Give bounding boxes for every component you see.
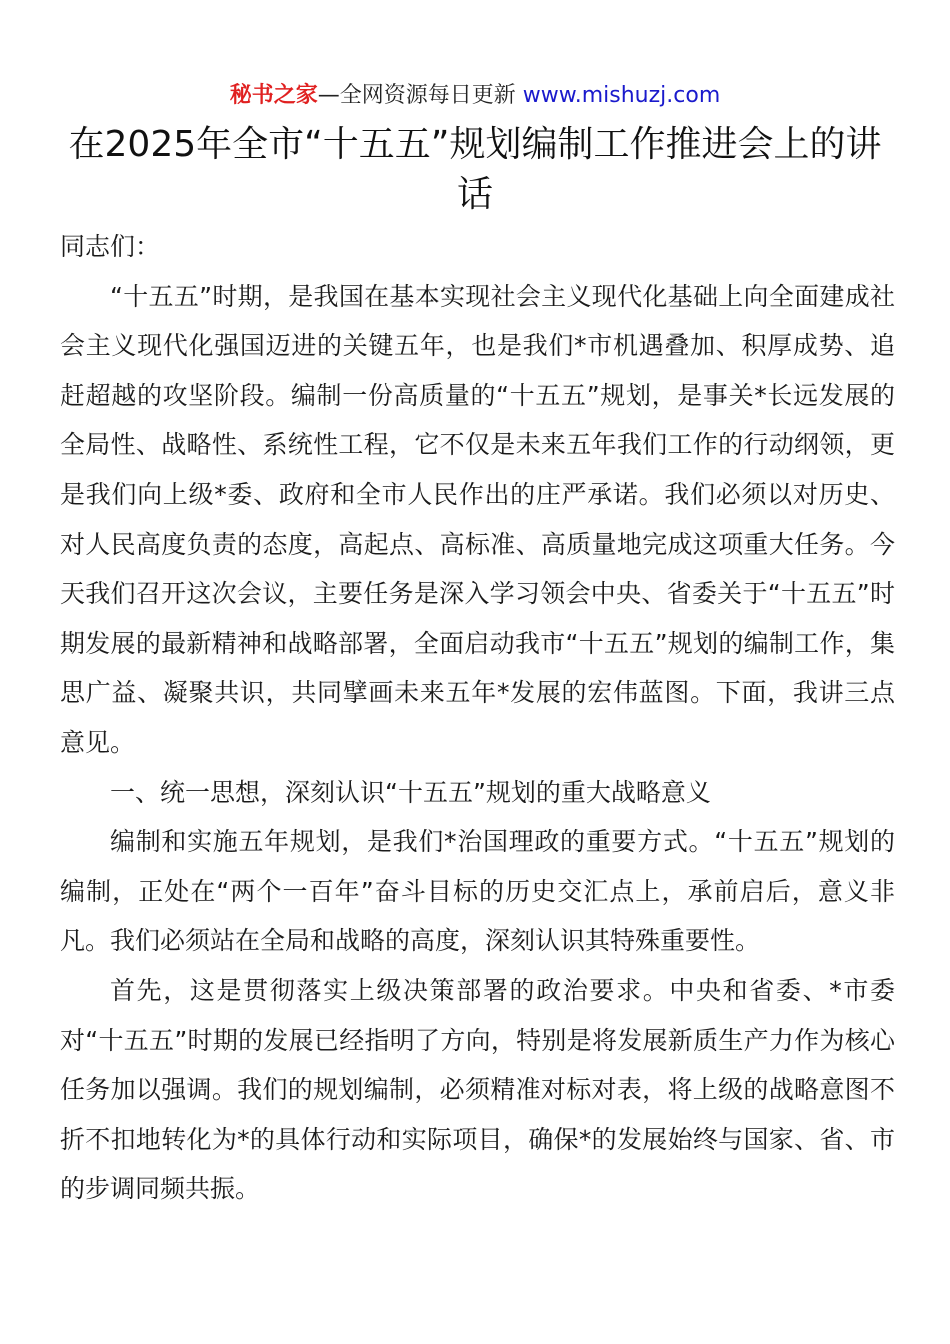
body-paragraph: “十五五”时期，是我国在基本实现社会主义现代化基础上向全面建成社会主义现代化强国迈进的关键五年，也是我们*市机遇叠加、积厚成势、追赶超越的攻坚阶段。编制一份高质量的“十五五”规划，是事关*长远发展的全局性、战略性、系统性工程，它不仅是未来五年我们工作的行动纲领，更是我们向上级*委、政府和全市人民作出的庄严承诺。我们必须以对历史、对人民高度负责的态度，高起点、高标准、高质量地完成这项重大任务。今天我们召开这次会议，主要任务是深入学习领会中央、省委关于“十五五”时期发展的最新精神和战略部署，全面启动我市“十五五”规划的编制工作，集思广益、凝聚共识，共同擘画未来五年*发展的宏伟蓝图。下面，我讲三点意见。 (60, 281, 895, 757)
body-paragraph: 首先，这是贯彻落实上级决策部署的政治要求。中央和省委、*市委对“十五五”时期的发展已经指明了方向，特别是将发展新质生产力作为核心任务加以强调。我们的规划编制，必须精准对标对表，将上级的战略意图不折不扣地转化为*的具体行动和实际项目，确保*的发展始终与国家、省、市的步调同频共振。 (60, 975, 895, 1204)
site-url-link[interactable]: www.mishuzj.com (522, 83, 721, 108)
document-title: 在2025年全市“十五五”规划编制工作推进会上的讲话 (68, 124, 882, 215)
brand-name: 秘书之家 (229, 83, 318, 108)
header-tagline: —全网资源每日更新 (317, 83, 523, 108)
site-header (0, 80, 950, 112)
document-body (60, 222, 895, 1214)
section-heading: 一、统一思想，深刻认识“十五五”规划的重大战略意义 (110, 777, 711, 807)
body-paragraph: 编制和实施五年规划，是我们*治国理政的重要方式。“十五五”规划的编制，正处在“两个一百年”奋斗目标的历史交汇点上，承前启后，意义非凡。我们必须站在全局和战略的高度，深刻认识其特殊重要性。 (60, 827, 895, 956)
salutation: 同志们： (60, 232, 161, 261)
